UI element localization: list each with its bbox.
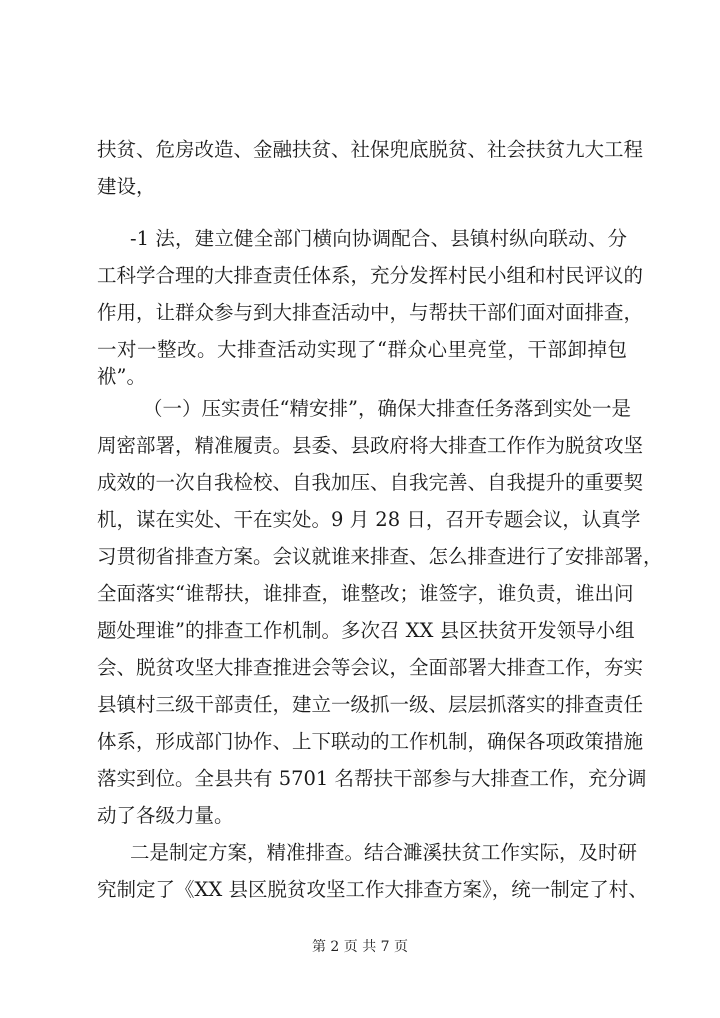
section-heading-line: （一）压实责任“精安排”，确保大排查任务落到实处一是 — [143, 397, 631, 420]
text-line: 扶贫、危房改造、金融扶贫、社保兜底脱贫、社会扶贫九大工程 — [97, 138, 644, 161]
text-line: 工科学合理的大排查责任体系，充分发挥村民小组和村民评议的 — [97, 264, 644, 287]
paragraph-start-line: -1 法，建立健全部门横向协调配合、县镇村纵向联动、分 — [130, 227, 627, 250]
page-number-footer: 第 2 页 共 7 页 — [311, 939, 409, 955]
text-line: 究制定了《XX 县区脱贫攻坚工作大排查方案》，统一制定了村、 — [97, 878, 648, 901]
text-line: 一对一整改。大排查活动实现了“群众心里亮堂，干部卸掉包 — [97, 338, 627, 361]
text-line: 县镇村三级干部责任，建立一级抓一级、层层抓落实的排查责任 — [97, 693, 644, 716]
paragraph-start-line: 二是制定方案，精准排查。结合濉溪扶贫工作实际，及时研 — [130, 841, 638, 864]
text-line: 习贯彻省排查方案。会议就谁来排查、怎么排查进行了安排部署， — [97, 545, 663, 568]
text-line: 题处理谁”的排查工作机制。多次召 XX 县区扶贫开发领导小组 — [97, 619, 635, 642]
text-line: 机，谋在实处、干在实处。9 月 28 日，召开专题会议，认真学 — [97, 508, 641, 531]
text-line: 周密部署，精准履责。县委、县政府将大排查工作作为脱贫攻坚 — [97, 434, 644, 457]
text-line: 作用，让群众参与到大排查活动中，与帮扶干部们面对面排查， — [97, 301, 644, 324]
text-line: 动了各级力量。 — [97, 804, 234, 827]
text-line: 会、脱贫攻坚大排查推进会等会议，全面部署大排查工作，夯实 — [97, 656, 644, 679]
text-line: 成效的一次自我检校、自我加压、自我完善、自我提升的重要契 — [97, 471, 644, 494]
text-line: 全面落实“谁帮扶，谁排查，谁整改；谁签字，谁负责，谁出问 — [97, 582, 634, 605]
text-line: 落实到位。全县共有 5701 名帮扶干部参与大排查工作，充分调 — [97, 767, 647, 790]
text-line: 体系，形成部门协作、上下联动的工作机制，确保各项政策措施 — [97, 730, 644, 753]
text-line: 袱”。 — [97, 365, 146, 388]
text-line: 建设， — [97, 175, 156, 198]
